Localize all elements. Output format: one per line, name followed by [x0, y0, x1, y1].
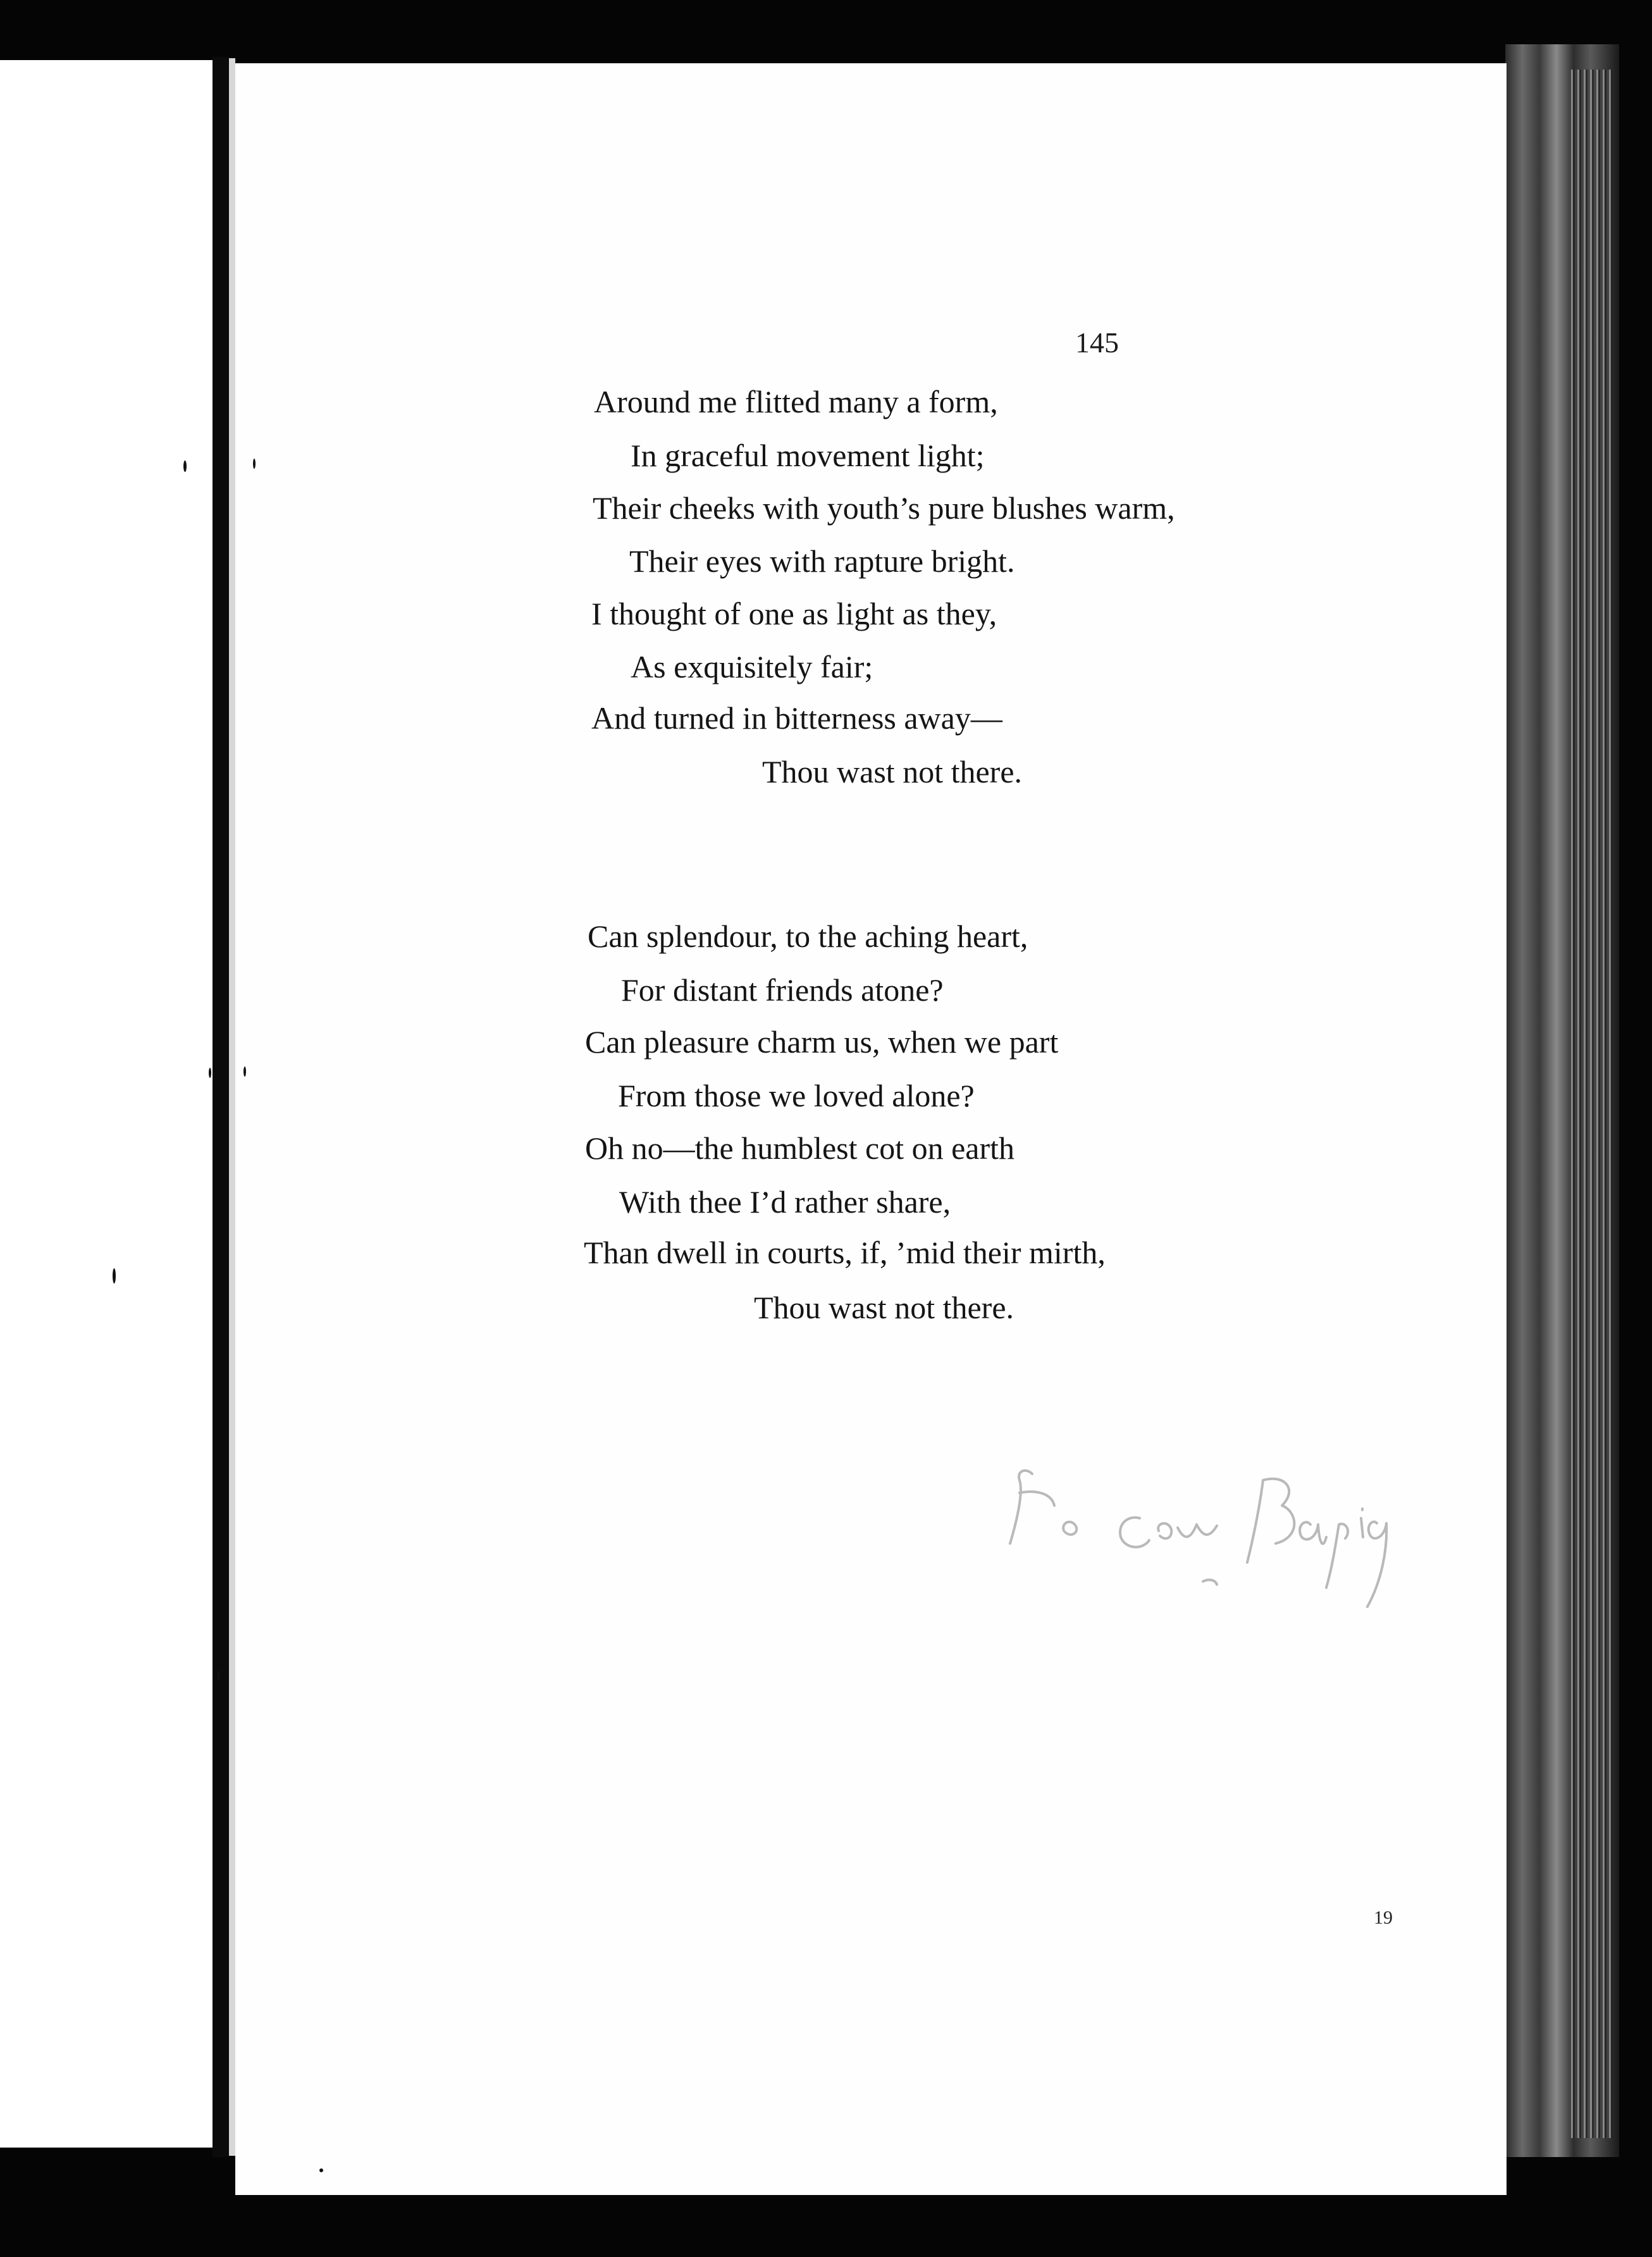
signature-mark: 19	[1374, 1907, 1393, 1928]
facing-page-left	[0, 60, 215, 2148]
poem-line: And turned in bitterness away—	[591, 700, 1002, 736]
gutter-shadow	[229, 58, 235, 2156]
poem-line: Thou wast not there.	[754, 1290, 1014, 1325]
poem-line: As exquisitely fair;	[631, 649, 873, 684]
poem-line: I thought of one as light as they,	[591, 596, 997, 631]
poem-line: Thou wast not there.	[762, 754, 1023, 789]
poem-line: For distant friends atone?	[621, 972, 944, 1008]
page-block-edges-texture	[1569, 70, 1613, 2138]
poem-line: Their eyes with rapture bright.	[629, 543, 1015, 579]
scan-speck	[253, 459, 256, 469]
pencil-signature-graphic	[982, 1455, 1475, 1657]
poem-line: In graceful movement light;	[631, 438, 985, 473]
poem-line: Oh no—the humblest cot on earth	[585, 1130, 1015, 1166]
poem-line: Can splendour, to the aching heart,	[588, 918, 1028, 954]
book-gutter	[213, 57, 229, 2157]
poem-line: With thee I’d rather share,	[619, 1184, 951, 1220]
scan-speck	[209, 1068, 211, 1078]
poem-line: Around me flitted many a form,	[594, 384, 998, 419]
scan-speck	[319, 2168, 323, 2172]
page-number: 145	[1075, 326, 1119, 359]
scan-speck	[113, 1268, 116, 1283]
scan-speck	[217, 1670, 220, 1680]
scan-speck	[183, 461, 187, 472]
poem-line: Their cheeks with youth’s pure blushes warm,	[593, 490, 1175, 526]
poem-line: Can pleasure charm us, when we part	[585, 1024, 1059, 1060]
book-page	[235, 63, 1507, 2195]
scan-speck	[243, 1067, 246, 1077]
poem-line: Than dwell in courts, if, ’mid their mirth,	[584, 1235, 1106, 1270]
poem-line: From those we loved alone?	[618, 1078, 975, 1113]
